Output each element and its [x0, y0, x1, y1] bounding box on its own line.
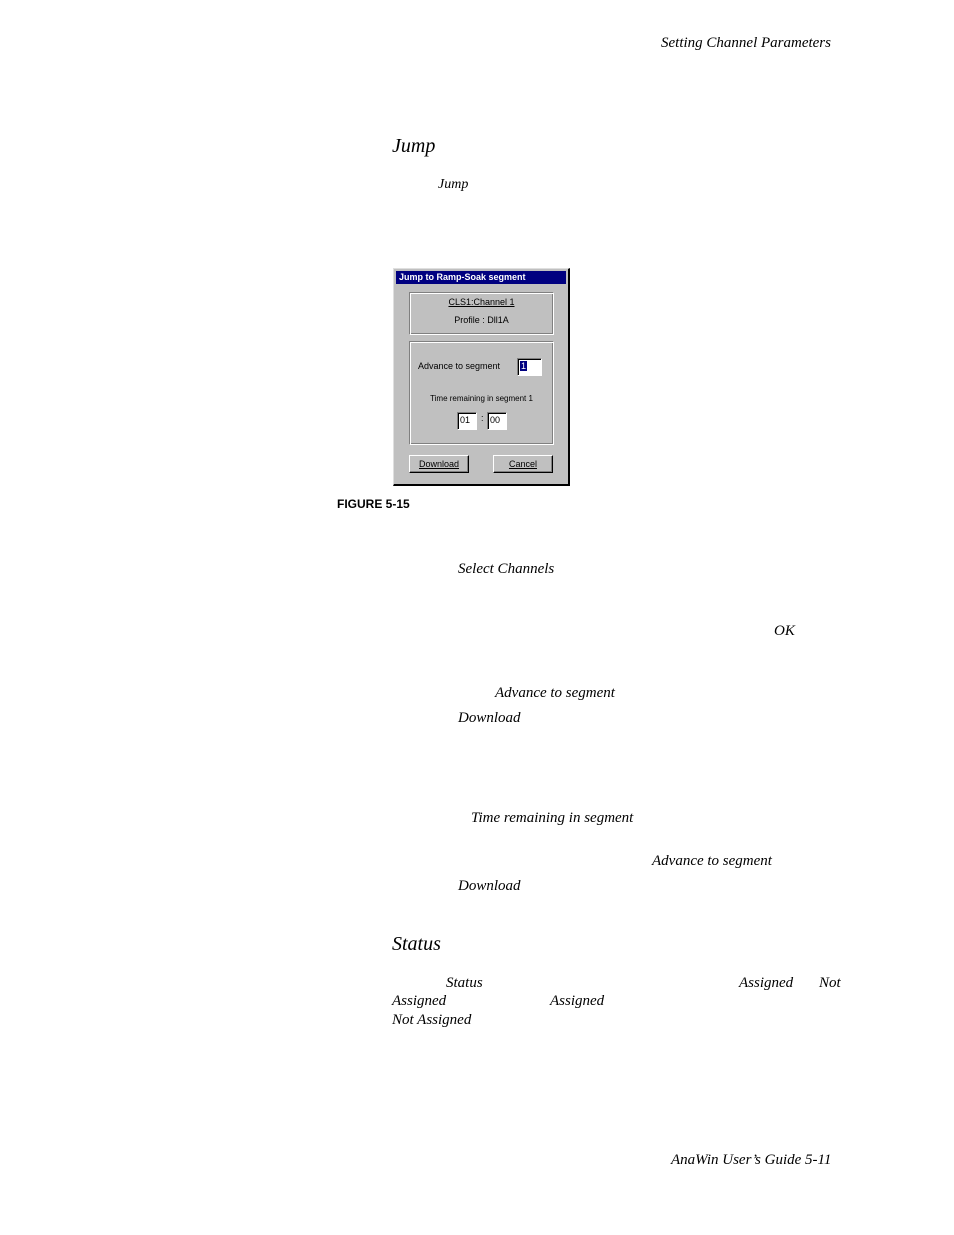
download-button[interactable] — [409, 455, 469, 473]
dialog-title: Jump to Ramp-Soak segment — [396, 271, 566, 284]
download-button-label: Download — [418, 459, 460, 469]
term-time-remaining: Time remaining in segment — [471, 810, 634, 826]
term-not-assigned: Not Assigned — [392, 1012, 472, 1028]
advance-label: Advance to segment — [418, 361, 501, 371]
cancel-button[interactable] — [493, 455, 553, 473]
channel-label: CLS1:Channel 1 — [448, 297, 515, 307]
term-select-channels: Select Channels — [458, 561, 555, 577]
profile-label: Profile : Dll1A — [454, 315, 509, 325]
time-remaining-label: Time remaining in segment 1 — [430, 394, 533, 403]
section-heading-status: Status — [392, 933, 441, 955]
advance-segment-value: 1 — [521, 361, 527, 371]
term-assigned-1: Assigned — [739, 975, 794, 991]
running-header: Setting Channel Parameters — [661, 35, 831, 51]
figure-label: FIGURE 5-15 — [337, 497, 410, 511]
cancel-button-label: Cancel — [508, 459, 537, 469]
term-assigned-2: Assigned — [392, 993, 447, 1009]
term-status: Status — [446, 975, 483, 991]
term-assigned-3: Assigned — [550, 993, 605, 1009]
section-heading-jump: Jump — [392, 135, 436, 157]
term-ok: OK — [774, 623, 795, 639]
term-download-1: Download — [458, 710, 521, 726]
advance-segment-input[interactable] — [517, 358, 542, 376]
channel-info-group — [409, 292, 554, 335]
time-separator: : — [481, 413, 484, 423]
jump-dialog — [393, 268, 570, 486]
term-advance-to-segment-2: Advance to segment — [652, 853, 772, 869]
page-footer: AnaWin User’s Guide 5-11 — [671, 1152, 832, 1168]
time-minutes-input[interactable]: 00 — [487, 412, 507, 430]
term-advance-to-segment-1: Advance to segment — [495, 685, 615, 701]
time-hours-input[interactable]: 01 — [457, 412, 477, 430]
term-not: Not — [819, 975, 841, 991]
term-download-2: Download — [458, 878, 521, 894]
jump-term: Jump — [438, 177, 469, 192]
segment-group — [409, 341, 554, 445]
